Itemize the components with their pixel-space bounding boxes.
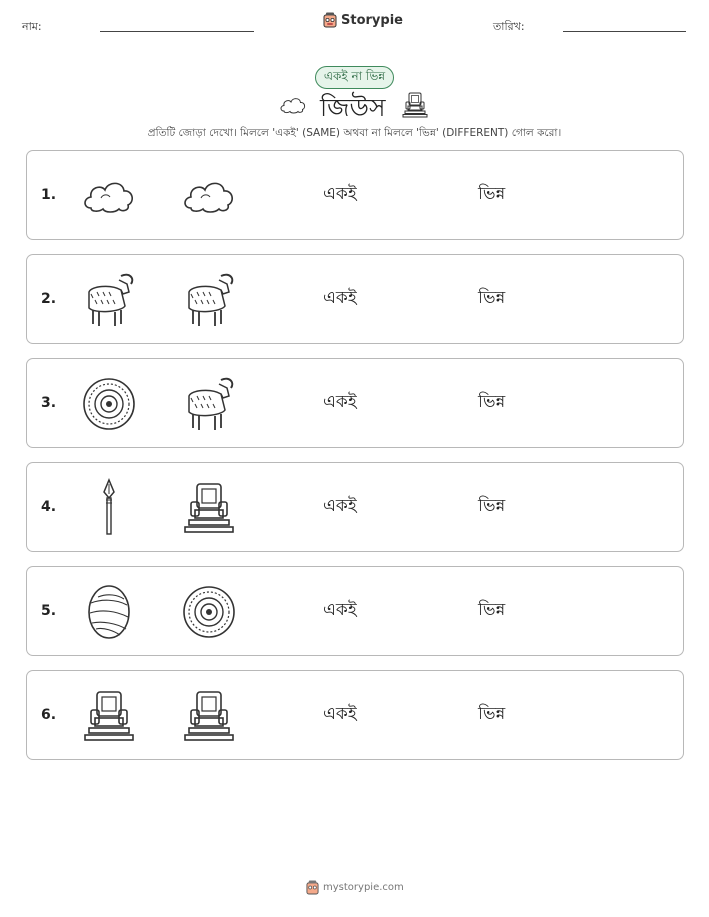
question-card — [26, 670, 684, 760]
same-option[interactable]: একই — [323, 184, 357, 204]
same-option[interactable]: একই — [323, 496, 357, 516]
throne-icon — [179, 683, 239, 749]
same-option[interactable]: একই — [323, 392, 357, 412]
different-option[interactable]: ভিন্ন — [478, 184, 506, 204]
different-option[interactable]: ভিন্ন — [478, 496, 506, 516]
name-line[interactable] — [100, 31, 254, 32]
footer — [306, 880, 404, 895]
different-option[interactable]: ভিন্ন — [478, 600, 506, 620]
goat-icon — [179, 267, 239, 333]
question-number: 5. — [41, 603, 57, 619]
date-label: তারিখ: — [493, 20, 525, 33]
instructions: প্রতিটি জোড়া দেখো। মিললে 'একই' (SAME) অথবা না মিললে 'ভিন্ন' (DIFFERENT) গোল করো। — [147, 127, 562, 139]
footer-url[interactable]: mystorypie.com — [323, 882, 404, 893]
throne-icon — [401, 91, 429, 123]
worksheet-type-badge: একই না ভিন্ন — [315, 66, 394, 89]
name-label: নাম: — [22, 20, 42, 33]
goat-icon — [79, 267, 139, 333]
cloud-icon — [79, 163, 139, 229]
different-option[interactable]: ভিন্ন — [478, 392, 506, 412]
question-number: 1. — [41, 187, 57, 203]
question-number: 4. — [41, 499, 57, 515]
brand-logo — [323, 12, 403, 28]
different-option[interactable]: ভিন্ন — [478, 704, 506, 724]
mascot-icon — [306, 880, 319, 895]
throne-icon — [179, 475, 239, 541]
question-number: 6. — [41, 707, 57, 723]
page-title: জিউস — [320, 93, 386, 122]
shield-icon — [179, 579, 239, 645]
cloud-icon — [279, 95, 307, 119]
cloud-icon — [179, 163, 239, 229]
mascot-icon — [323, 12, 337, 28]
question-card — [26, 462, 684, 552]
fleece-icon — [79, 579, 139, 645]
question-card — [26, 254, 684, 344]
same-option[interactable]: একই — [323, 288, 357, 308]
throne-icon — [79, 683, 139, 749]
different-option[interactable]: ভিন্ন — [478, 288, 506, 308]
question-number: 3. — [41, 395, 57, 411]
question-card — [26, 150, 684, 240]
same-option[interactable]: একই — [323, 600, 357, 620]
goat-icon — [179, 371, 239, 437]
question-number: 2. — [41, 291, 57, 307]
shield-icon — [79, 371, 139, 437]
question-card — [26, 566, 684, 656]
brand-name: Storypie — [341, 12, 403, 28]
spear-icon — [79, 475, 139, 541]
same-option[interactable]: একই — [323, 704, 357, 724]
date-line[interactable] — [563, 31, 686, 32]
question-card — [26, 358, 684, 448]
